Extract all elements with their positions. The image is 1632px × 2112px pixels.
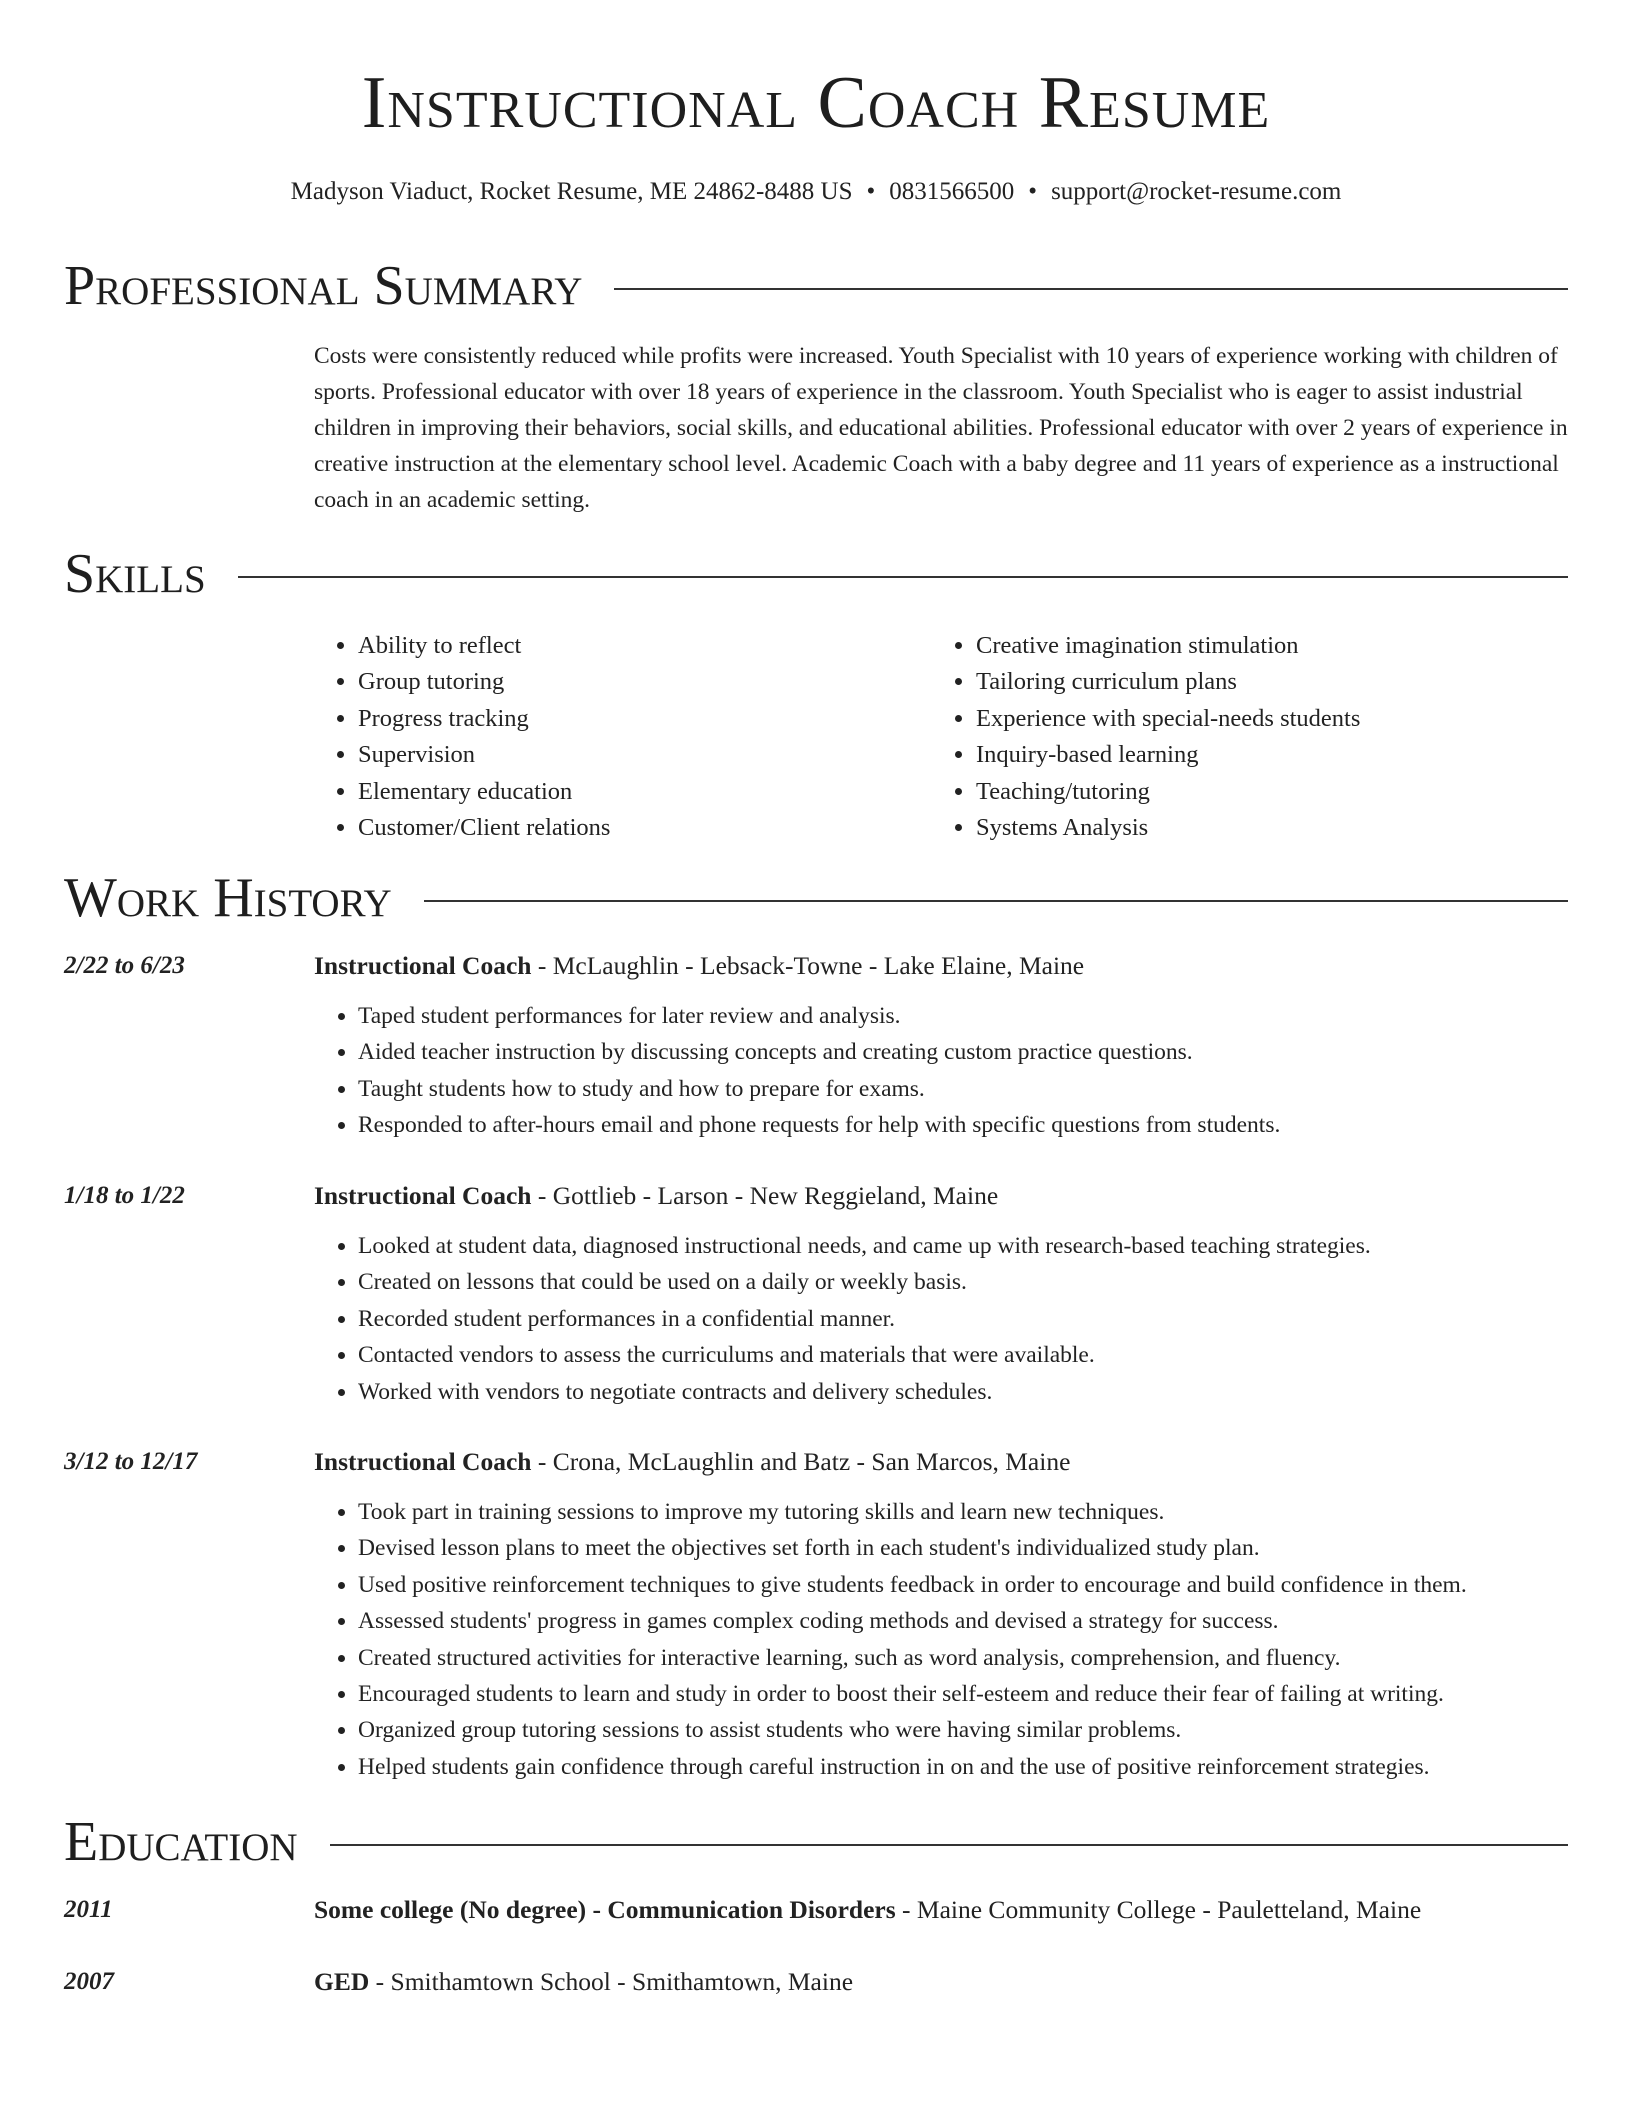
skill-item: • Creative imagination stimulation xyxy=(976,628,1550,664)
skill-item: • Ability to reflect xyxy=(358,628,932,664)
education-heading-line xyxy=(314,1966,853,1998)
section-divider xyxy=(614,288,1568,290)
job-bullet: • Recorded student performances in a confidential manner. xyxy=(358,1301,1574,1337)
job-bullets xyxy=(314,1494,1574,1785)
job-bullet: • Created on lessons that could be used on a daily or weekly basis. xyxy=(358,1264,1574,1300)
job-bullet: • Organized group tutoring sessions to assist students who were having similar problems. xyxy=(358,1712,1574,1748)
job-bullet: • Used positive reinforcement techniques to give students feedback in order to encourage and build confidence in them. xyxy=(358,1567,1574,1603)
section-divider xyxy=(330,1844,1568,1846)
contact-email: support@rocket-resume.com xyxy=(1051,178,1342,205)
contact-line xyxy=(0,176,1632,208)
job-bullets xyxy=(314,1228,1574,1410)
job-employer: - Crona, McLaughlin and Batz - San Marcos, Maine xyxy=(531,1447,1071,1476)
job-bullet: • Contacted vendors to assess the curriculums and materials that were available. xyxy=(358,1337,1574,1373)
job-bullet: • Worked with vendors to negotiate contracts and delivery schedules. xyxy=(358,1374,1574,1410)
skill-item: • Teaching/tutoring xyxy=(976,774,1550,810)
skill-item: • Progress tracking xyxy=(358,701,932,737)
job-heading xyxy=(314,1446,1070,1478)
job-bullet: • Looked at student data, diagnosed instructional needs, and came up with research-based teaching strategies. xyxy=(358,1228,1574,1264)
work-heading: Work History xyxy=(64,867,392,929)
job-title: Instructional Coach xyxy=(314,1447,532,1476)
section-divider xyxy=(424,900,1568,902)
job-bullet: • Helped students gain confidence through careful instruction in on and the use of positive reinforcement strategies. xyxy=(358,1749,1574,1785)
contact-separator: • xyxy=(866,178,876,205)
job-bullets xyxy=(314,998,1574,1144)
skill-item: • Customer/Client relations xyxy=(358,810,932,846)
job-employer: - McLaughlin - Lebsack-Towne - Lake Elaine, Maine xyxy=(531,951,1085,980)
education-year: 2011 xyxy=(64,1896,113,1923)
skill-item: • Group tutoring xyxy=(358,664,932,700)
job-heading xyxy=(314,950,1084,982)
skills-heading: Skills xyxy=(64,543,206,605)
job-bullet: • Encouraged students to learn and study in order to boost their self-esteem and reduce their fear of failing at writing. xyxy=(358,1676,1574,1712)
contact-separator: • xyxy=(1028,178,1038,205)
skill-item: • Elementary education xyxy=(358,774,932,810)
job-bullet: • Aided teacher instruction by discussing concepts and creating custom practice questions. xyxy=(358,1034,1574,1070)
job-bullet: • Assessed students' progress in games complex coding methods and devised a strategy for success. xyxy=(358,1603,1574,1639)
job-dates: 1/18 to 1/22 xyxy=(64,1182,185,1209)
skills-section-header xyxy=(64,542,1568,606)
skill-item: • Experience with special-needs students xyxy=(976,701,1550,737)
summary-section-header xyxy=(64,254,1568,318)
job-bullet: • Taught students how to study and how to prepare for exams. xyxy=(358,1071,1574,1107)
job-bullet: • Taped student performances for later review and analysis. xyxy=(358,998,1574,1034)
work-section-header xyxy=(64,866,1568,930)
resume-title: Instructional Coach Resume xyxy=(361,62,1271,144)
skill-item: • Tailoring curriculum plans xyxy=(976,664,1550,700)
section-divider xyxy=(238,576,1568,578)
job-dates: 2/22 to 6/23 xyxy=(64,952,185,979)
education-school: - Smithamtown School - Smithamtown, Maine xyxy=(369,1967,854,1996)
skills-column-right xyxy=(932,628,1550,846)
summary-text: Costs were consistently reduced while profits were increased. Youth Specialist with 10 years of experience working with children of sports. Professional educator with over 18 years of experience in the classroom. Youth Specialist who is eager to assist industrial children in improving their behaviors, social skills, and educational abilities. Professional educator with over 2 years of experience in creative instruction at the elementary school level. Academic Coach with a baby degree and 11 years of experience as a instructional coach in an academic setting. xyxy=(314,343,1568,513)
skills-column-left xyxy=(314,628,932,846)
job-bullet: • Devised lesson plans to meet the objectives set forth in each student's individualized study plan. xyxy=(358,1530,1574,1566)
job-title: Instructional Coach xyxy=(314,1181,532,1210)
education-section-header xyxy=(64,1810,1568,1874)
job-heading xyxy=(314,1180,998,1212)
education-degree: Some college (No degree) - Communication Disorders xyxy=(314,1895,896,1924)
job-employer: - Gottlieb - Larson - New Reggieland, Maine xyxy=(531,1181,999,1210)
job-bullet: • Took part in training sessions to improve my tutoring skills and learn new techniques. xyxy=(358,1494,1574,1530)
skill-item: • Supervision xyxy=(358,737,932,773)
skill-item: • Inquiry-based learning xyxy=(976,737,1550,773)
skills-list xyxy=(314,628,1570,846)
contact-address: Madyson Viaduct, Rocket Resume, ME 24862-8488 US xyxy=(290,178,853,205)
job-bullet: • Created structured activities for interactive learning, such as word analysis, comprehension, and fluency. xyxy=(358,1640,1574,1676)
education-year: 2007 xyxy=(64,1968,114,1995)
job-title: Instructional Coach xyxy=(314,951,532,980)
skill-item: • Systems Analysis xyxy=(976,810,1550,846)
education-heading-line xyxy=(314,1894,1421,1926)
job-bullet: • Responded to after-hours email and phone requests for help with specific questions from students. xyxy=(358,1107,1574,1143)
education-school: - Maine Community College - Pauletteland, Maine xyxy=(895,1895,1422,1924)
education-heading: Education xyxy=(64,1811,298,1873)
job-dates: 3/12 to 12/17 xyxy=(64,1448,198,1475)
summary-heading: Professional Summary xyxy=(64,255,583,317)
contact-phone: 0831566500 xyxy=(889,178,1015,205)
education-degree: GED xyxy=(314,1967,370,1996)
